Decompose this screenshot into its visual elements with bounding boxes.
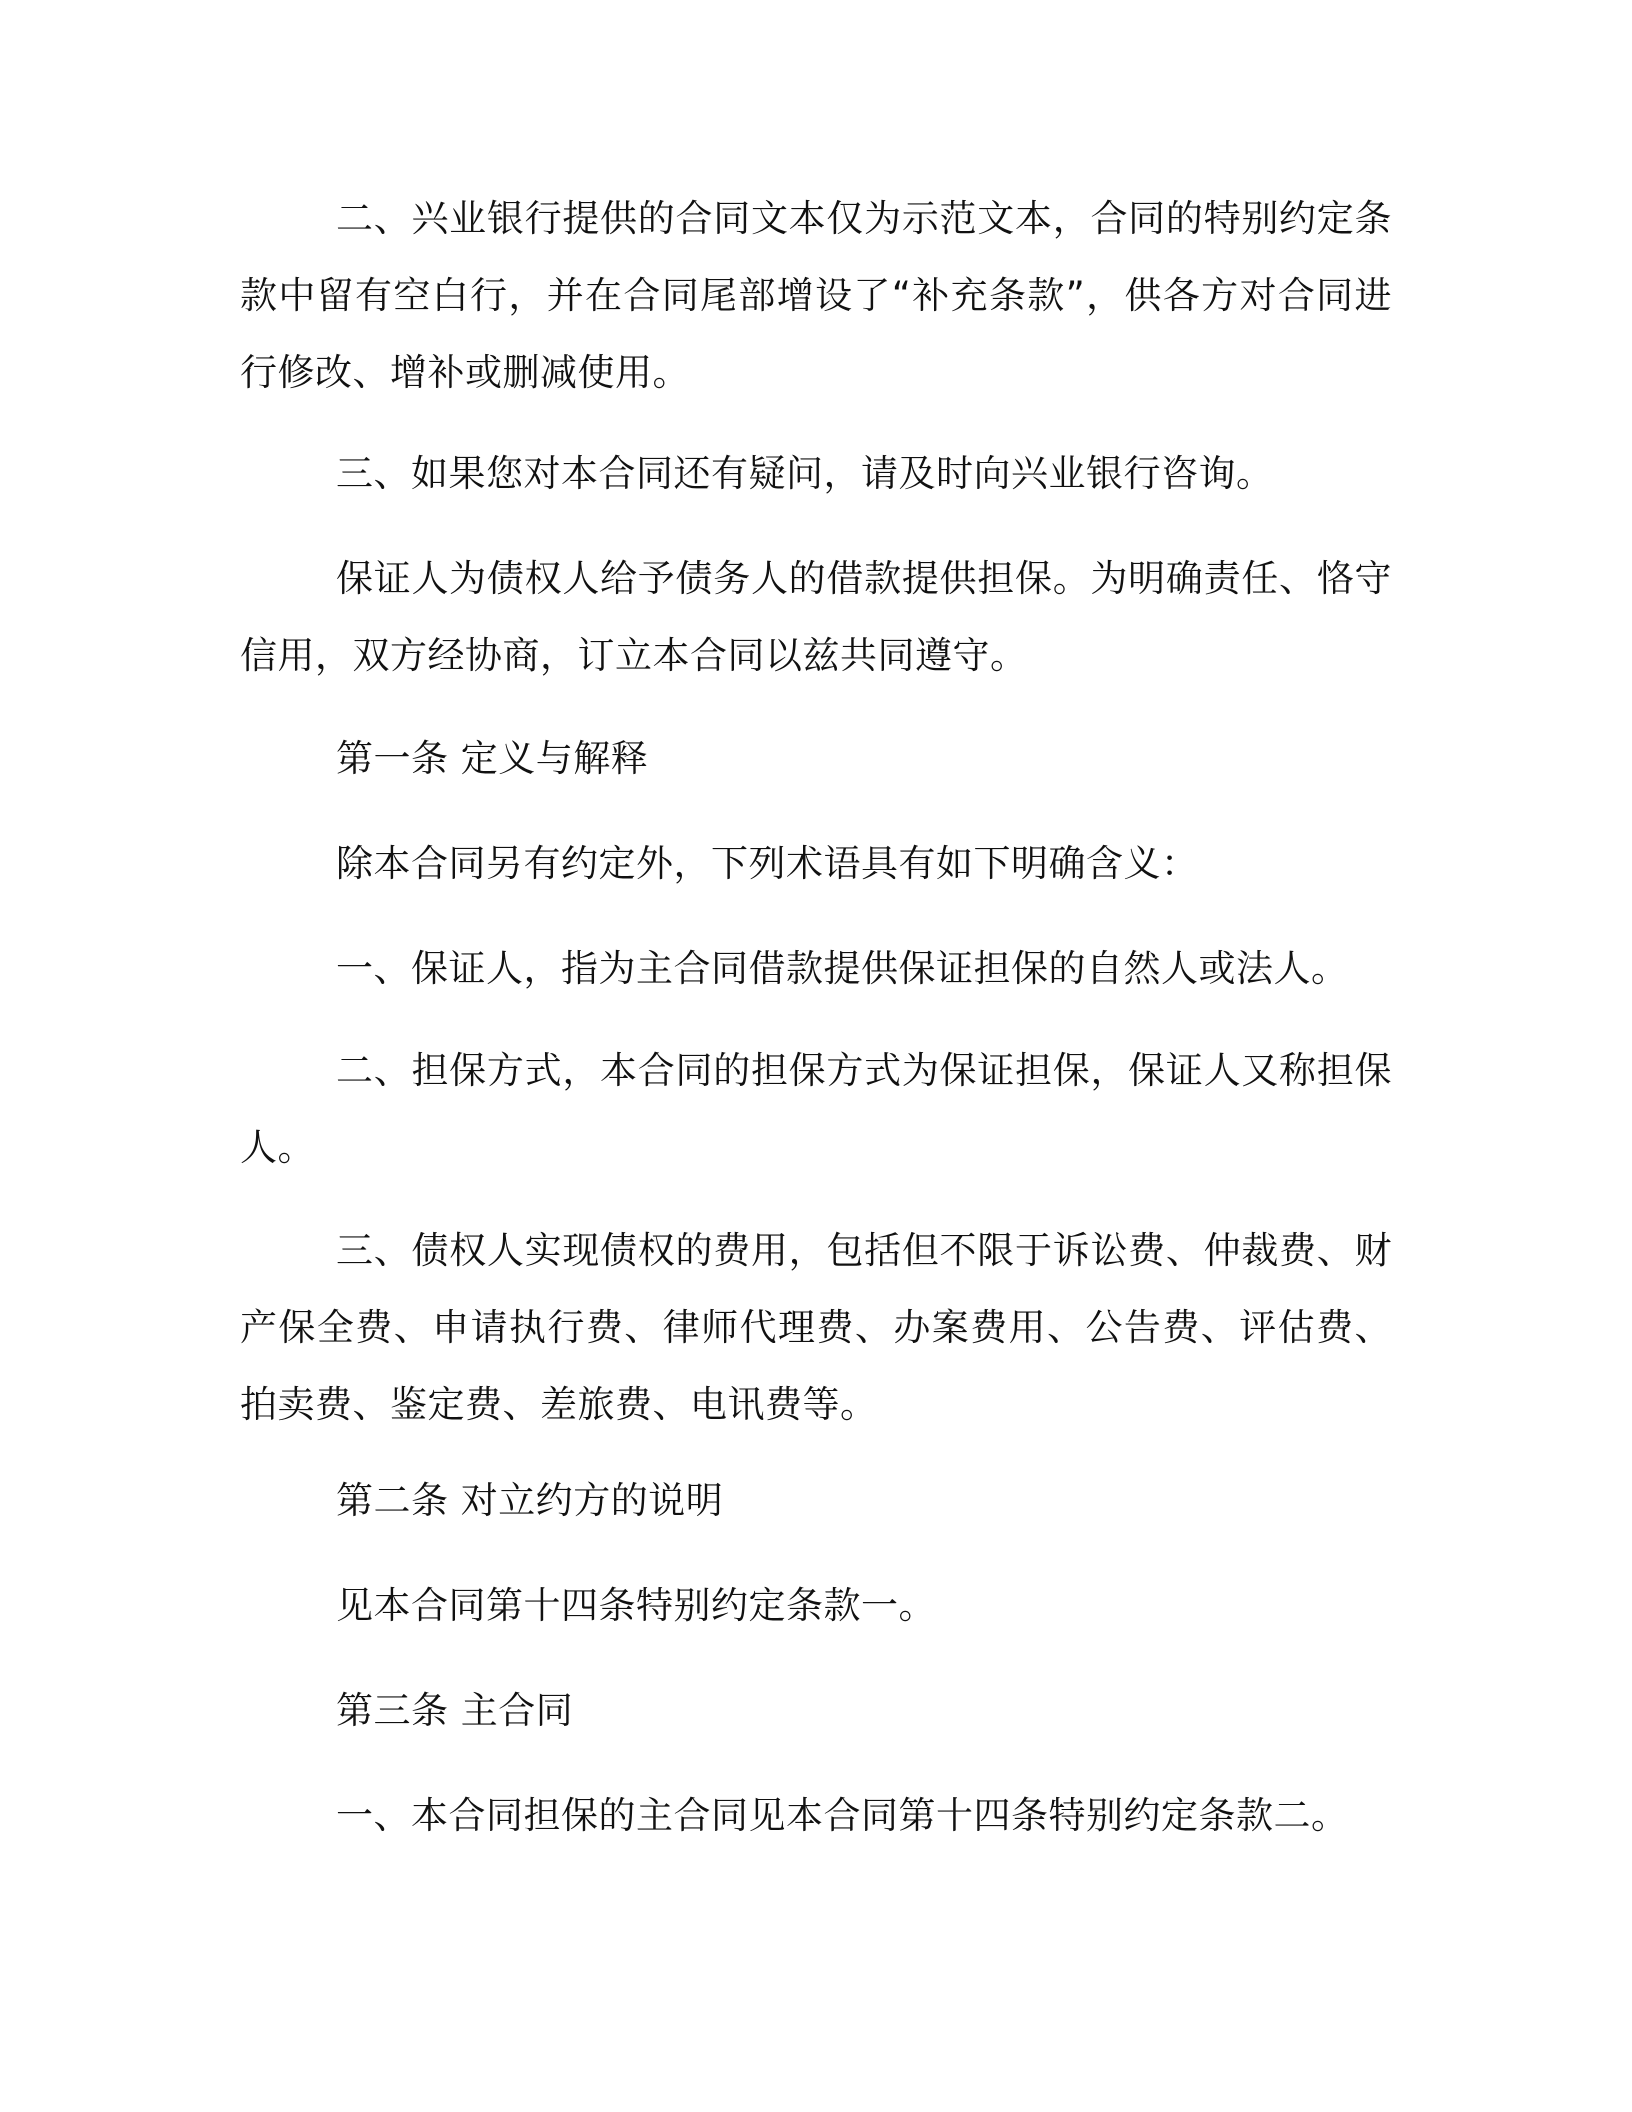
paragraph-sample-text-notice: 二、兴业银行提供的合同文本仅为示范文本，合同的特别约定条款中留有空白行，并在合同尾部增设了“补充条款”，供各方对合同进行修改、增补或删减使用。	[240, 197, 1392, 394]
paragraph-guarantee-preamble: 保证人为债权人给予债务人的借款提供担保。为明确责任、恪守信用，双方经协商，订立本合同以兹共同遵守。	[240, 557, 1392, 677]
paragraph-party-reference: 见本合同第十四条特别约定条款一。	[336, 1584, 936, 1627]
definition-creditor-expenses: 三、债权人实现债权的费用，包括但不限于诉讼费、仲裁费、财产保全费、申请执行费、律师代理费、办案费用、公告费、评估费、拍卖费、鉴定费、差旅费、电讯费等。	[240, 1229, 1392, 1426]
paragraph-main-contract-reference: 一、本合同担保的主合同见本合同第十四条特别约定条款二。	[336, 1794, 1349, 1837]
paragraph-definitions-intro: 除本合同另有约定外，下列术语具有如下明确含义：	[336, 842, 1199, 885]
definition-guarantor: 一、保证人，指为主合同借款提供保证担保的自然人或法人。	[336, 947, 1349, 990]
definition-guarantee-method: 二、担保方式，本合同的担保方式为保证担保，保证人又称担保人。	[240, 1049, 1392, 1169]
article-1-heading: 第一条 定义与解释	[336, 737, 649, 780]
paragraph-consultation-notice: 三、如果您对本合同还有疑问，请及时向兴业银行咨询。	[336, 452, 1274, 495]
article-2-heading: 第二条 对立约方的说明	[336, 1479, 724, 1522]
article-3-heading: 第三条 主合同	[336, 1689, 574, 1732]
